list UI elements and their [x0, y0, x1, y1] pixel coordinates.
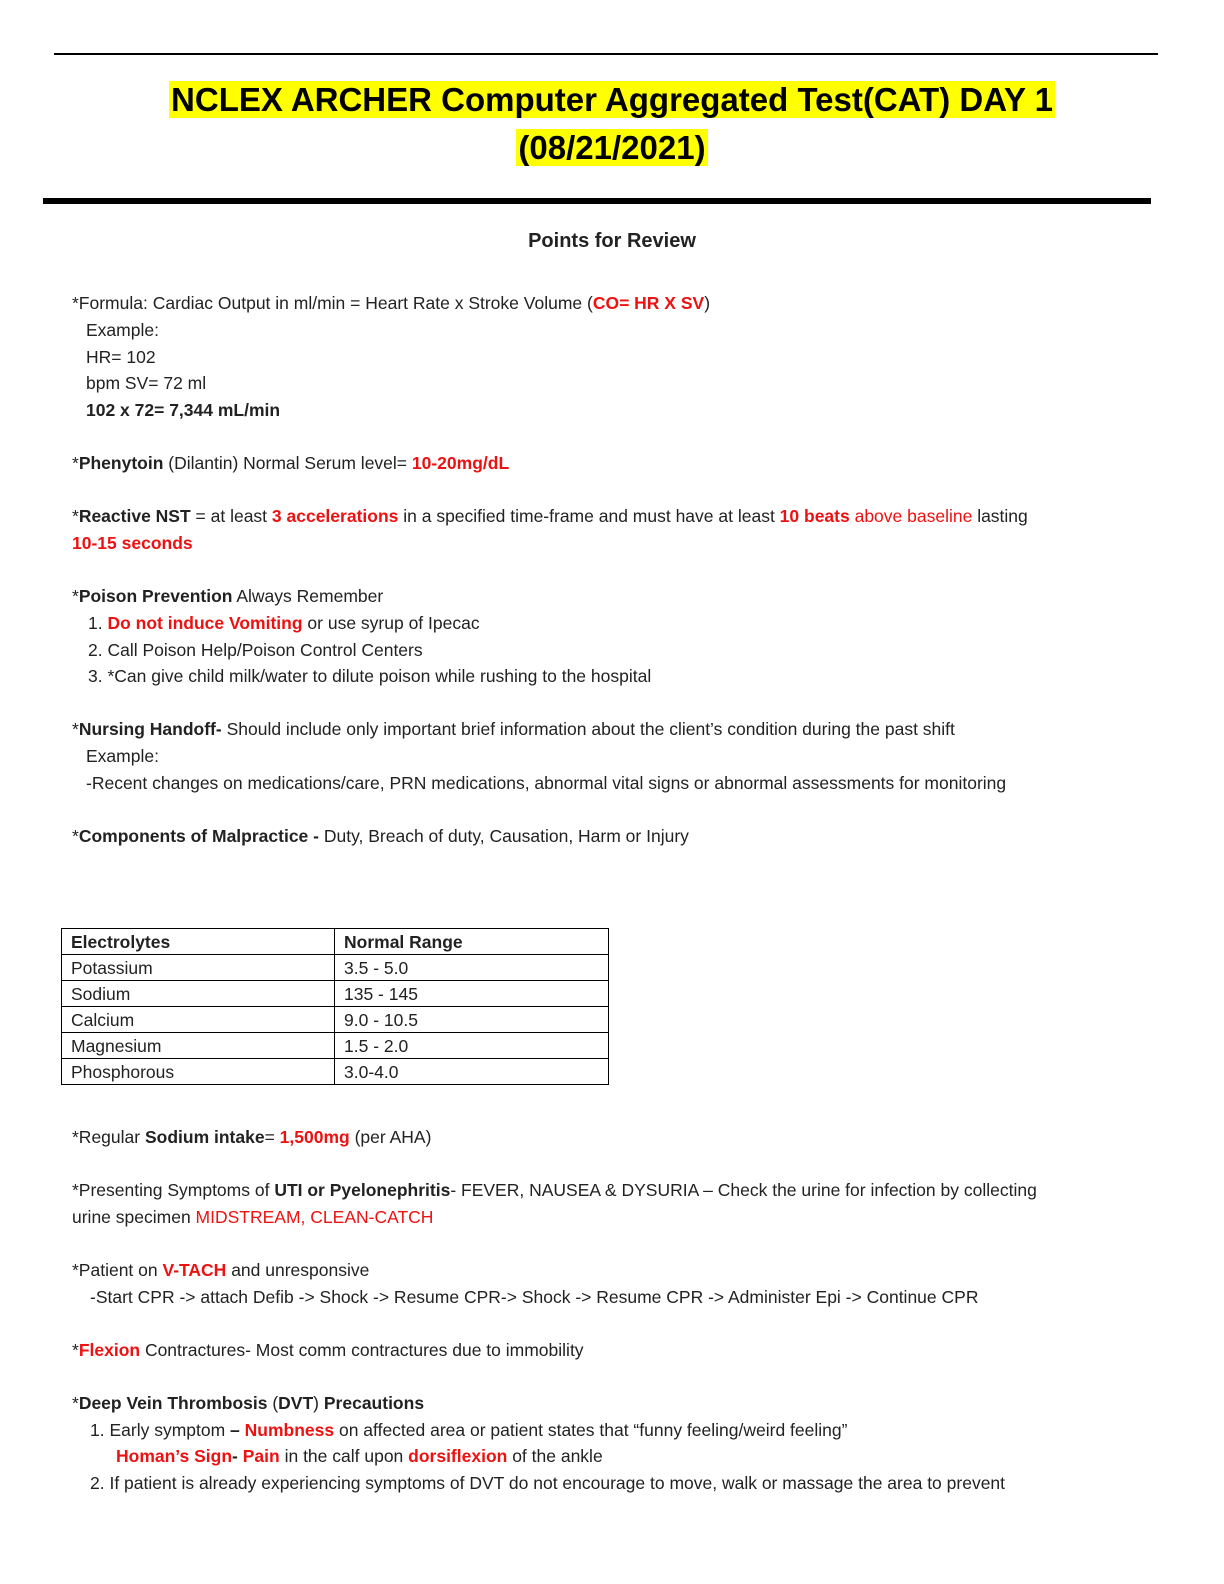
- malpractice-line: *Components of Malpractice - Duty, Breach of duty, Causation, Harm or Injury: [72, 826, 689, 846]
- title-underline-rule: [43, 198, 1151, 204]
- table-row: [62, 1007, 609, 1033]
- table-header-row: [62, 929, 609, 955]
- table-row: [62, 955, 609, 981]
- table-row: [62, 1033, 609, 1059]
- sodium-intake-line: *Regular Sodium intake= 1,500mg (per AHA): [72, 1127, 432, 1147]
- table-row: [62, 981, 609, 1007]
- electrolytes-table: [61, 928, 609, 1085]
- dvt-heading: *Deep Vein Thrombosis (DVT) Precautions: [72, 1393, 425, 1413]
- table-header-normal-range: Normal Range: [335, 929, 609, 955]
- co-sv-value: bpm SV= 72 ml: [86, 373, 207, 393]
- table-cell: 3.5 - 5.0: [335, 955, 609, 981]
- uti-specimen-line: urine specimen MIDSTREAM, CLEAN-CATCH: [72, 1207, 434, 1227]
- phenytoin-line: *Phenytoin (Dilantin) Normal Serum level= 10-20mg/dL: [72, 453, 510, 473]
- handoff-line: *Nursing Handoff- Should include only important brief information about the client’s condition during the past shift: [72, 719, 955, 739]
- poison-heading: *Poison Prevention Always Remember: [72, 586, 384, 606]
- handoff-detail: -Recent changes on medications/care, PRN medications, abnormal vital signs or abnormal assessments for monitoring: [86, 773, 1007, 793]
- section-subtitle: Points for Review: [528, 230, 696, 252]
- title-line-2: (08/21/2021): [518, 129, 706, 166]
- table-cell: 9.0 - 10.5: [335, 1007, 609, 1033]
- table-cell: 3.0-4.0: [335, 1059, 609, 1085]
- table-header-electrolytes: Electrolytes: [62, 929, 335, 955]
- table-row: [62, 1059, 609, 1085]
- flexion-line: *Flexion Contractures- Most comm contractures due to immobility: [72, 1340, 584, 1360]
- table-cell: 135 - 145: [335, 981, 609, 1007]
- vtach-line: *Patient on V-TACH and unresponsive: [72, 1260, 370, 1280]
- co-formula-line: *Formula: Cardiac Output in ml/min = Heart Rate x Stroke Volume (CO= HR X SV): [72, 293, 711, 313]
- table-cell: Sodium: [62, 981, 335, 1007]
- handoff-example-label: Example:: [86, 746, 159, 766]
- uti-line: *Presenting Symptoms of UTI or Pyelonephritis- FEVER, NAUSEA & DYSURIA – Check the urine for infection by collecting: [72, 1180, 1037, 1200]
- co-hr-value: HR= 102: [86, 347, 156, 367]
- poison-item-3: 3. *Can give child milk/water to dilute poison while rushing to the hospital: [88, 666, 652, 686]
- co-example-label: Example:: [86, 320, 159, 340]
- table-cell: Calcium: [62, 1007, 335, 1033]
- title-line-1: NCLEX ARCHER Computer Aggregated Test(CAT) DAY 1: [171, 81, 1053, 118]
- page-title: [0, 76, 1224, 172]
- dvt-item-1: 1. Early symptom – Numbness on affected area or patient states that “funny feeling/weird feeling”: [90, 1420, 848, 1440]
- dvt-homans-sign: Homan’s Sign- Pain in the calf upon dorsiflexion of the ankle: [116, 1446, 603, 1466]
- poison-item-1: 1. Do not induce Vomiting or use syrup of Ipecac: [88, 613, 480, 633]
- co-result: 102 x 72= 7,344 mL/min: [86, 400, 281, 420]
- nst-duration: 10-15 seconds: [72, 533, 193, 553]
- poison-item-2: 2. Call Poison Help/Poison Control Centers: [88, 640, 423, 660]
- vtach-steps: -Start CPR -> attach Defib -> Shock -> Resume CPR-> Shock -> Resume CPR -> Administer Epi -> Continue CPR: [90, 1287, 979, 1307]
- top-rule: [54, 53, 1158, 55]
- nst-line: *Reactive NST = at least 3 accelerations in a specified time-frame and must have at least 10 beats above baseline lasting: [72, 506, 1028, 526]
- dvt-item-2: 2. If patient is already experiencing symptoms of DVT do not encourage to move, walk or massage the area to prevent: [90, 1473, 1006, 1493]
- table-cell: Potassium: [62, 955, 335, 981]
- table-cell: Phosphorous: [62, 1059, 335, 1085]
- table-cell: 1.5 - 2.0: [335, 1033, 609, 1059]
- table-cell: Magnesium: [62, 1033, 335, 1059]
